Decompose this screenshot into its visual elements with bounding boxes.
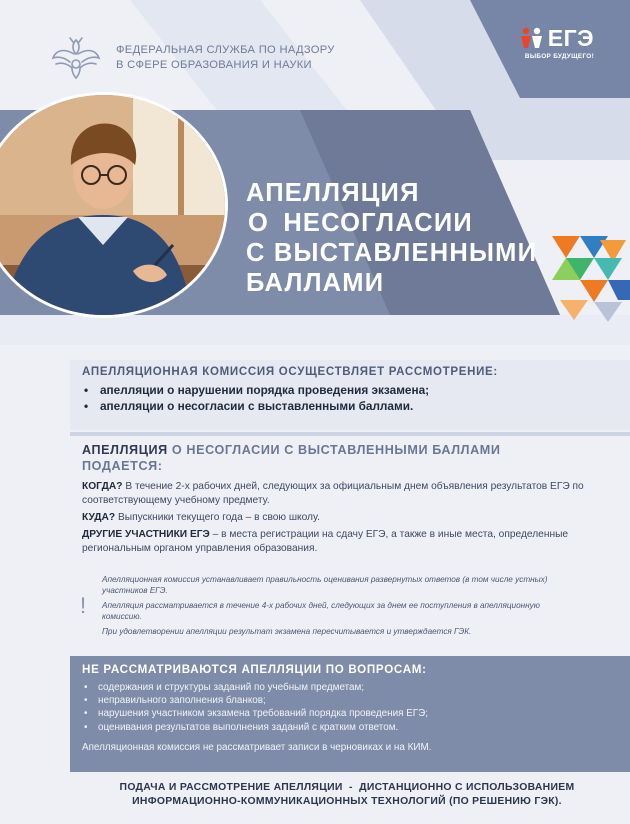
agency-line2: В СФЕРЕ ОБРАЗОВАНИЯ И НАУКИ [116, 59, 312, 71]
notes-block [102, 574, 572, 641]
not-considered-note: Апелляционная комиссия не рассматривает записи в черновиках и на КИМ. [82, 741, 432, 753]
bg-lower-light [0, 315, 630, 345]
others-text: – в места регистрации на сдачу ЕГЭ, а также в иные места, определенные региональным органом управления образования. [82, 529, 569, 554]
list-item: • оценивания результатов выполнения заданий с кратким ответом. [82, 721, 612, 734]
footer-note [112, 781, 582, 809]
commission-heading: АПЕЛЛЯЦИОННАЯ КОМИССИЯ ОСУЩЕСТВЛЯЕТ РАССМОТРЕНИЕ: [82, 366, 498, 378]
title-line1: АПЕЛЛЯЦИЯ [246, 179, 420, 207]
title-line4: БАЛЛАМИ [246, 269, 385, 297]
appeal-heading-rest: О НЕСОГЛАСИИ С ВЫСТАВЛЕННЫМИ БАЛЛАМИ [167, 443, 501, 457]
commission-section [82, 366, 612, 414]
ege-logo-text: ЕГЭ [547, 24, 594, 51]
when-text: В течение 2-х рабочих дней, следующих за официальным днем объявления результатов ЕГЭ по соответствующему учебному предмету. [82, 481, 584, 506]
title-line2: О НЕСОГЛАСИИ [248, 209, 473, 237]
list-item: • апелляции о нарушении порядка проведения экзамена; [82, 382, 612, 398]
when-label: КОГДА? [82, 481, 123, 492]
appeal-submission-section [82, 442, 602, 556]
page-title [246, 178, 537, 298]
ege-slogan: ВЫБОР БУДУЩЕГО! [524, 53, 594, 60]
list-item: • содержания и структуры заданий по учебным предметам; [82, 681, 612, 694]
list-item: • апелляции о несогласии с выставленными баллами. [82, 398, 612, 414]
footer-line2: ИНФОРМАЦИОННО-КОММУНИКАЦИОННЫХ ТЕХНОЛОГИЙ (ПО РЕШЕНИЮ ГЭК). [132, 796, 562, 807]
exclamation-icon: ! [80, 593, 87, 618]
list-item: • нарушения участником экзамена требований порядка проведения ЕГЭ; [82, 707, 612, 720]
commission-list [82, 382, 612, 414]
others-label: ДРУГИЕ УЧАСТНИКИ ЕГЭ [82, 529, 210, 540]
not-considered-section [82, 663, 612, 753]
title-line3: С ВЫСТАВЛЕННЫМИ [246, 239, 538, 267]
when-paragraph [82, 480, 602, 508]
not-considered-list [82, 681, 612, 734]
agency-header [50, 34, 335, 82]
ege-people-icon [518, 24, 546, 52]
bg-section-sep [70, 432, 630, 436]
appeal-heading-line2: ПОДАЕТСЯ: [82, 459, 163, 473]
eagle-emblem-icon [50, 34, 102, 82]
agency-line1: ФЕДЕРАЛЬНАЯ СЛУЖБА ПО НАДЗОРУ [116, 44, 335, 56]
where-label: КУДА? [82, 512, 116, 523]
others-paragraph [82, 528, 602, 556]
appeal-heading-strong: АПЕЛЛЯЦИЯ [82, 443, 168, 457]
list-item: • неправильного заполнения бланков; [82, 694, 612, 707]
not-considered-heading: НЕ РАССМАТРИВАЮТСЯ АПЕЛЛЯЦИИ ПО ВОПРОСАМ: [82, 663, 427, 676]
note-item: Апелляционная комиссия устанавливает правильность оценивания развернутых ответов (в том числе устных) участников ЕГЭ. [102, 575, 548, 595]
where-text: Выпускники текущего года – в свою школу. [115, 512, 320, 523]
note-item: При удовлетворении апелляции результат экзамена пересчитывается и утверждается ГЭК. [102, 627, 472, 636]
note-item: Апелляция рассматривается в течение 4-х рабочих дней, следующих за днем ее поступления в апелляционную комиссию. [102, 601, 540, 621]
ege-logo [518, 24, 594, 60]
footer-line1: ПОДАЧА И РАССМОТРЕНИЕ АПЕЛЛЯЦИИ - ДИСТАНЦИОННО С ИСПОЛЬЗОВАНИЕМ [119, 782, 575, 793]
appeal-heading [82, 442, 602, 458]
where-paragraph [82, 511, 602, 525]
